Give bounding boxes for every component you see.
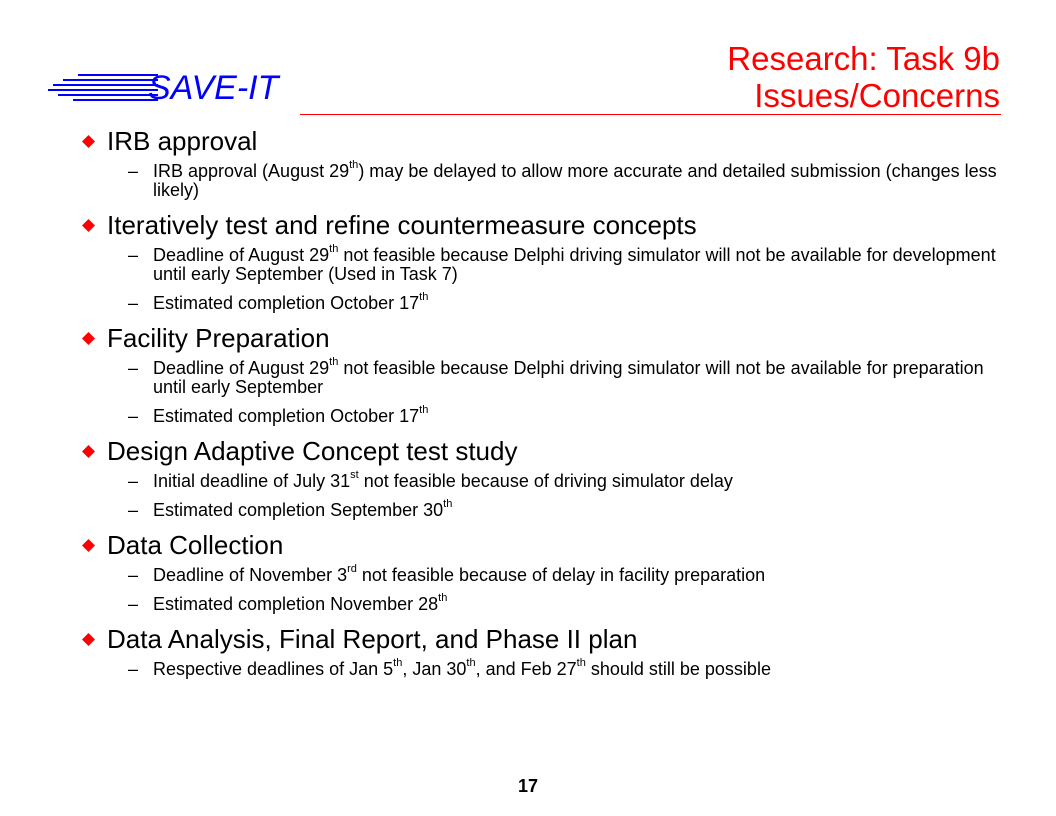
sub-bullet-text: IRB approval (August 29 [153, 161, 350, 181]
bullet-text: Data Analysis, Final Report, and Phase II plan [107, 624, 638, 654]
sub-bullet-list [128, 159, 1000, 200]
slide-title-line2: Issues/Concerns [754, 77, 1000, 114]
dash-icon: – [128, 293, 139, 313]
bullet-text: Data Collection [107, 530, 284, 560]
bullet-item [80, 323, 1000, 353]
dash-icon: – [128, 245, 139, 265]
sub-bullet-text: Estimated completion September 30 [153, 500, 444, 520]
sub-bullet-text: Deadline of August 29 [153, 245, 330, 265]
sub-bullet-item [128, 592, 1000, 614]
sub-bullet-item [128, 356, 1000, 397]
sub-bullet-text: not feasible because Delphi driving simulator will not be available for development until early September (Used in Task 7) [153, 245, 996, 284]
diamond-bullet-icon [82, 135, 95, 148]
dash-icon: – [128, 406, 139, 426]
ordinal-suffix: st [350, 469, 359, 481]
bullet-text: Design Adaptive Concept test study [107, 436, 518, 466]
ordinal-suffix: th [419, 291, 429, 303]
bullet-list [80, 122, 1000, 689]
sub-bullet-text: Deadline of November 3 [153, 565, 348, 585]
sub-bullet-text: Estimated completion November 28 [153, 594, 439, 614]
page-number: 17 [517, 776, 539, 796]
bullet-item [80, 210, 1000, 240]
sub-bullet-text: , and Feb 27 [475, 659, 577, 679]
sub-bullet-list [128, 563, 1000, 614]
diamond-bullet-icon [82, 219, 95, 232]
diamond-bullet-icon [82, 633, 95, 646]
sub-bullet-list [128, 469, 1000, 520]
dash-icon: – [128, 565, 139, 585]
bullet-text: Iteratively test and refine countermeasure concepts [107, 210, 697, 240]
bullet-item [80, 436, 1000, 466]
logo-text: SAVE-IT [148, 69, 279, 107]
ordinal-suffix: th [443, 498, 453, 510]
sub-bullet-text: Respective deadlines of Jan 5 [153, 659, 394, 679]
dash-icon: – [128, 594, 139, 614]
ordinal-suffix: th [329, 356, 339, 368]
sub-bullet-text: Estimated completion October 17 [153, 293, 420, 313]
sub-bullet-item [128, 404, 1000, 426]
sub-bullet-text: Estimated completion October 17 [153, 406, 420, 426]
sub-bullet-text: , Jan 30 [402, 659, 467, 679]
sub-bullet-item [128, 498, 1000, 520]
sub-bullet-item [128, 243, 1000, 284]
ordinal-suffix: th [419, 404, 429, 416]
bullet-text: IRB approval [107, 126, 258, 156]
ordinal-suffix: th [393, 657, 403, 669]
ordinal-suffix: th [438, 592, 448, 604]
sub-bullet-text: ) may be delayed to allow more accurate and detailed submission (changes less likely) [153, 161, 997, 200]
dash-icon: – [128, 659, 139, 679]
ordinal-suffix: th [349, 159, 359, 171]
sub-bullet-text: should still be possible [585, 659, 771, 679]
bullet-item [80, 530, 1000, 560]
sub-bullet-text: Deadline of August 29 [153, 358, 330, 378]
diamond-bullet-icon [82, 539, 95, 552]
sub-bullet-list [128, 243, 1000, 313]
save-it-logo [48, 68, 308, 108]
slide-title [727, 40, 1000, 114]
sub-bullet-text: Initial deadline of July 31 [153, 471, 351, 491]
slide-title-line1: Research: Task 9b [727, 40, 1000, 77]
bullet-text: Facility Preparation [107, 323, 330, 353]
bullet-item [80, 624, 1000, 654]
sub-bullet-text: not feasible because Delphi driving simulator will not be available for preparation until early September [153, 358, 984, 397]
logo-speed-lines-icon [48, 74, 158, 104]
sub-bullet-list [128, 657, 1000, 679]
ordinal-suffix: th [466, 657, 476, 669]
dash-icon: – [128, 471, 139, 491]
dash-icon: – [128, 161, 139, 181]
sub-bullet-item [128, 159, 1000, 200]
sub-bullet-item [128, 563, 1000, 585]
bullet-item [80, 126, 1000, 156]
sub-bullet-list [128, 356, 1000, 426]
title-divider [300, 114, 1001, 115]
sub-bullet-text: not feasible because of driving simulator delay [358, 471, 733, 491]
sub-bullet-item [128, 469, 1000, 491]
sub-bullet-text: not feasible because of delay in facility preparation [356, 565, 766, 585]
ordinal-suffix: th [329, 243, 339, 255]
sub-bullet-item [128, 291, 1000, 313]
dash-icon: – [128, 358, 139, 378]
ordinal-suffix: th [576, 657, 586, 669]
diamond-bullet-icon [82, 445, 95, 458]
ordinal-suffix: rd [347, 563, 357, 575]
dash-icon: – [128, 500, 139, 520]
diamond-bullet-icon [82, 332, 95, 345]
sub-bullet-item [128, 657, 1000, 679]
